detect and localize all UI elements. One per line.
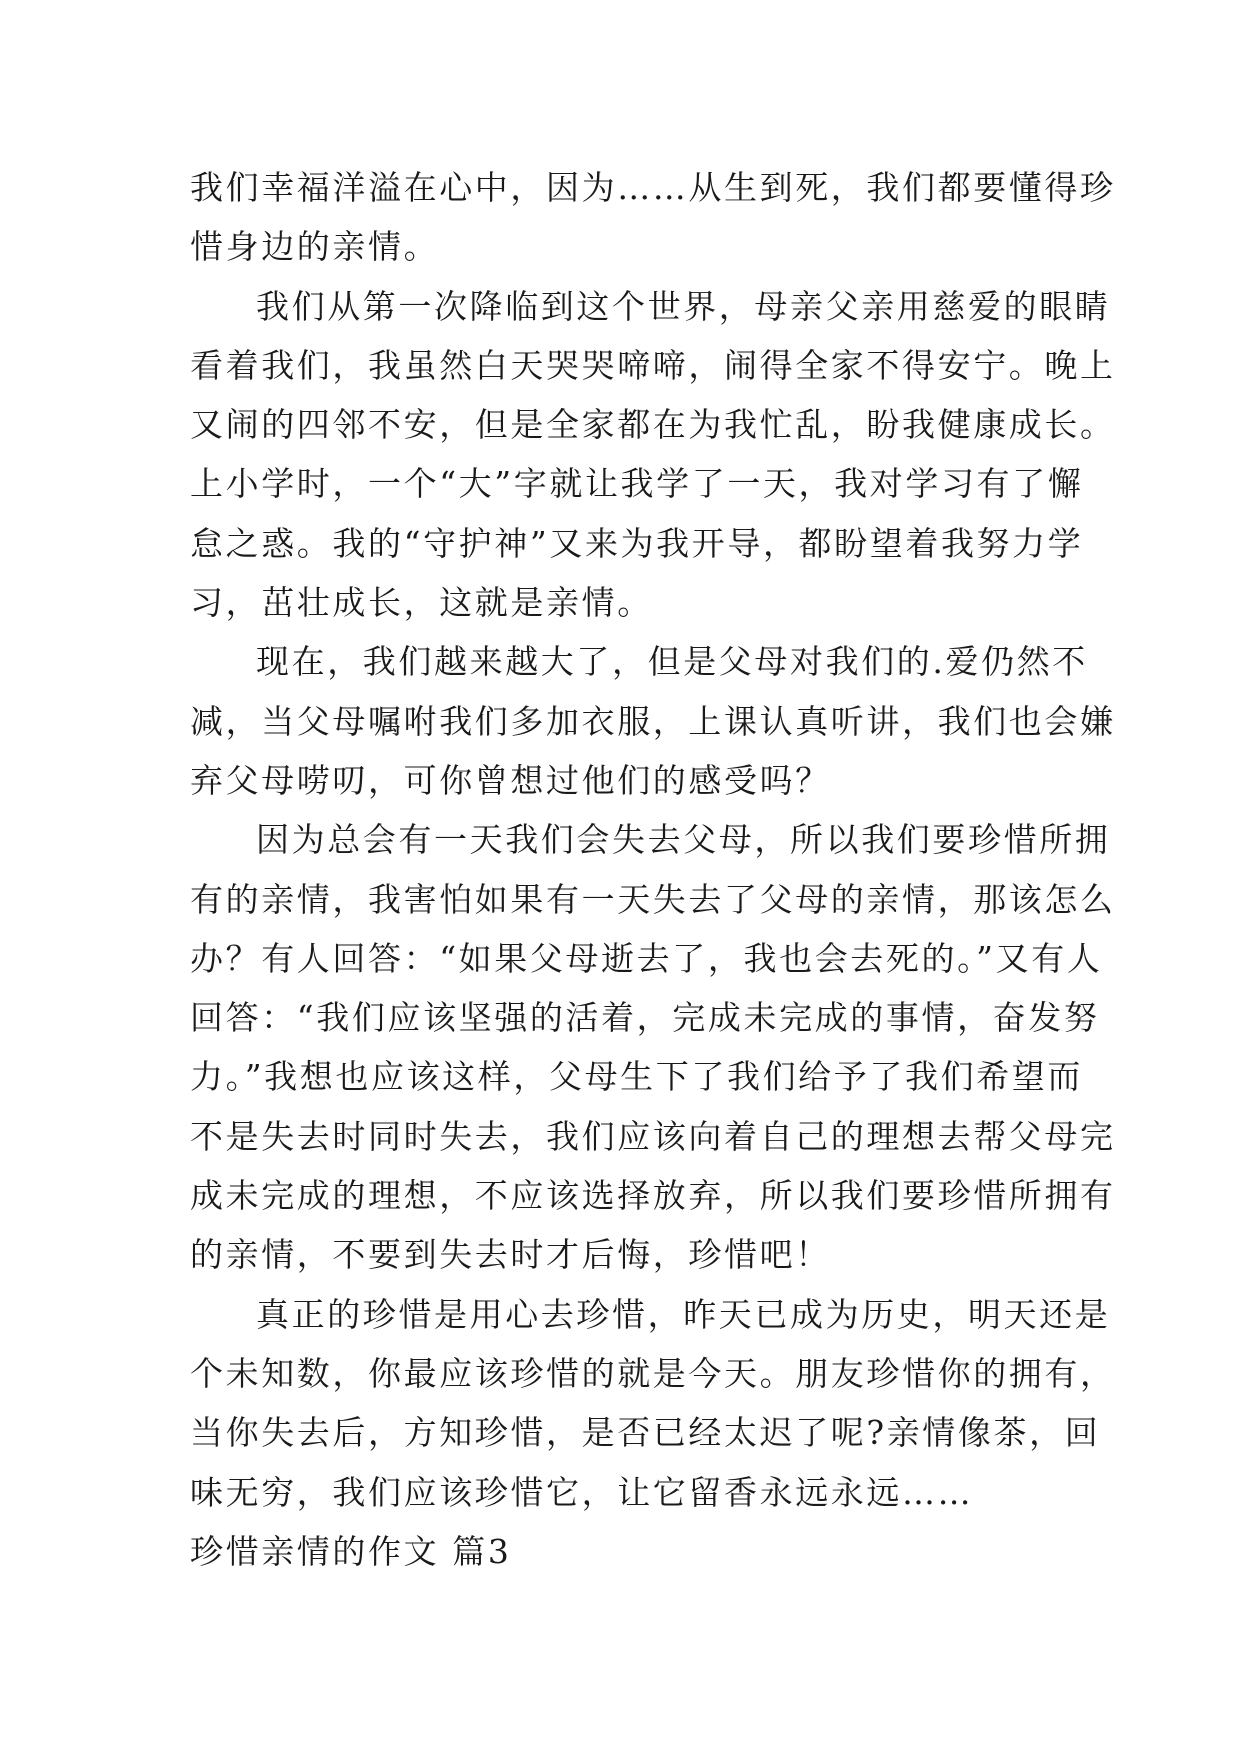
text-line: 怠之惑。我的“守护神”又来为我开导，都盼望着我努力学 [190, 523, 1084, 563]
text-line: 我们幸福洋溢在心中，因为……从生到死，我们都要懂得珍 [190, 168, 1116, 207]
text-line: 因为总会有一天我们会失去父母，所以我们要珍惜所拥 [256, 820, 1111, 860]
text-line: 味无穷，我们应该珍惜它，让它留香永远永远…… [190, 1472, 974, 1512]
text-line: 的亲情，不要到失去时才后悔，珍惜吧！ [190, 1235, 831, 1275]
text-line: 办？有人回答：“如果父母逝去了，我也会去死的。”又有人 [190, 938, 1103, 978]
text-line: 弃父母唠叨，可你曾想过他们的感受吗？ [190, 760, 831, 800]
section-heading: 珍惜亲情的作文 篇3 [190, 1531, 512, 1571]
text-line: 上小学时，一个“大”字就让我学了一天，我对学习有了懈 [190, 464, 1084, 504]
text-line: 真正的珍惜是用心去珍惜，昨天已成为历史，明天还是 [256, 1294, 1111, 1334]
text-line: 个未知数，你最应该珍惜的就是今天。朋友珍惜你的拥有， [190, 1353, 1116, 1393]
paragraph [190, 158, 1116, 277]
text-line: 减，当父母嘱咐我们多加衣服，上课认真听讲，我们也会嫌 [190, 701, 1116, 741]
text-line: 有的亲情，我害怕如果有一天失去了父母的亲情，那该怎么 [190, 879, 1116, 919]
text-line: 当你失去后，方知珍惜，是否已经太迟了呢?亲情像茶，回 [190, 1413, 1101, 1453]
paragraph [190, 632, 1116, 810]
text-column [190, 158, 1116, 1581]
text-line: 惜身边的亲情。 [190, 227, 440, 267]
text-line: 看着我们，我虽然白天哭哭啼啼，闹得全家不得安宁。晚上 [190, 345, 1116, 385]
text-line: 力。”我想也应该这样，父母生下了我们给予了我们希望而 [190, 1057, 1083, 1097]
text-line: 不是失去时同时失去，我们应该向着自己的理想去帮父母完 [190, 1116, 1116, 1156]
paragraph [190, 810, 1116, 1284]
paragraph [190, 1285, 1116, 1522]
text-line: 回答：“我们应该坚强的活着，完成未完成的事情，奋发努 [190, 998, 1100, 1038]
text-line: 现在，我们越来越大了，但是父母对我们的.爱仍然不 [256, 642, 1088, 682]
text-line: 又闹的四邻不安，但是全家都在为我忙乱，盼我健康成长。 [190, 405, 1116, 445]
paragraph [190, 277, 1116, 633]
text-line: 成未完成的理想，不应该选择放弃，所以我们要珍惜所拥有 [190, 1176, 1116, 1216]
text-line: 我们从第一次降临到这个世界，母亲父亲用慈爱的眼睛 [256, 286, 1111, 326]
text-line: 习，茁壮成长，这就是亲情。 [190, 583, 653, 623]
